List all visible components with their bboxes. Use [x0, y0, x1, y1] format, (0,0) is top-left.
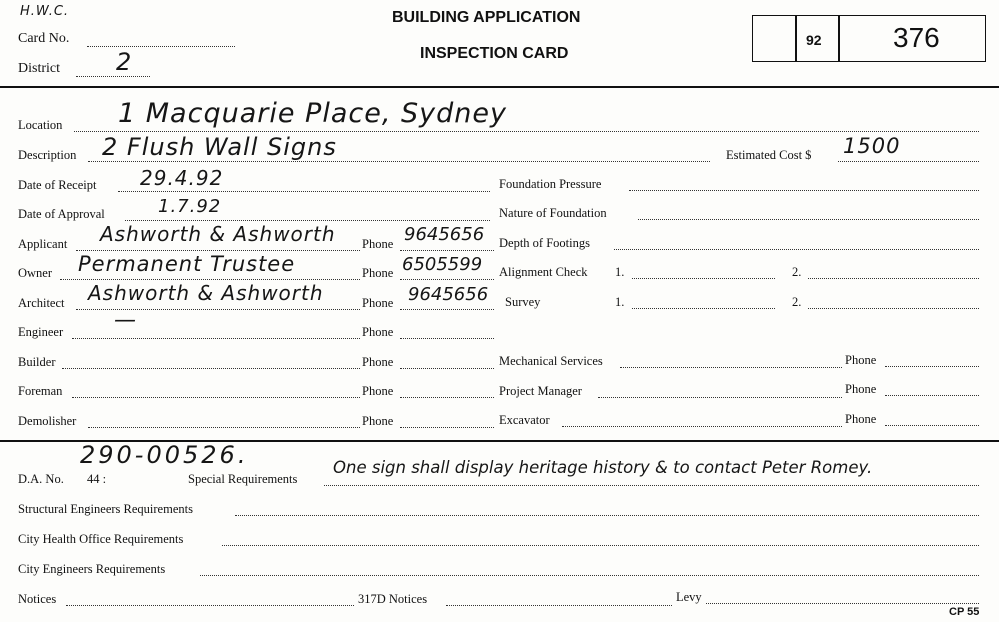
engineer-phone-label: Phone — [362, 325, 394, 339]
excavator-phone-label: Phone — [845, 412, 877, 426]
depth-footings-field[interactable] — [614, 249, 979, 250]
location-value: 1 Macquarie Place, Sydney — [118, 98, 507, 129]
da-handwritten: 290-00526. — [80, 441, 249, 469]
date-approval-field[interactable] — [125, 220, 490, 221]
description-field[interactable] — [88, 161, 710, 162]
demolisher-phone-field[interactable] — [400, 427, 494, 428]
engineer-value: — — [114, 308, 137, 333]
ref-prefix: 92 — [806, 32, 822, 48]
builder-phone-field[interactable] — [400, 368, 494, 369]
nature-foundation-label: Nature of Foundation — [499, 206, 607, 220]
notices-317d-label: 317D Notices — [358, 592, 428, 606]
architect-phone-label: Phone — [362, 296, 394, 310]
district-value: 2 — [116, 48, 133, 76]
initials-handwritten: H.W.C. — [20, 4, 70, 19]
excavator-field[interactable] — [562, 426, 842, 427]
description-label: Description — [18, 148, 77, 162]
builder-field[interactable] — [62, 368, 360, 369]
date-approval-value: 1.7.92 — [158, 196, 222, 217]
survey-label: Survey — [505, 295, 541, 309]
owner-phone-field[interactable] — [400, 279, 494, 280]
mechanical-phone-field[interactable] — [885, 366, 979, 367]
location-field[interactable] — [74, 131, 979, 132]
project-manager-phone-label: Phone — [845, 382, 877, 396]
card-no-label: Card No. — [18, 31, 70, 46]
foreman-phone-label: Phone — [362, 384, 394, 398]
notices-label: Notices — [18, 592, 57, 606]
alignment-num-1: 1. — [615, 265, 625, 279]
demolisher-phone-label: Phone — [362, 414, 394, 428]
location-label: Location — [18, 118, 63, 132]
ref-divider-1 — [795, 15, 797, 62]
district-field[interactable] — [76, 76, 150, 77]
engineer-label: Engineer — [18, 325, 64, 339]
form-code: CP 55 — [949, 606, 980, 618]
engineer-phone-field[interactable] — [400, 338, 494, 339]
alignment-check-label: Alignment Check — [499, 265, 588, 279]
title-line-1: BUILDING APPLICATION — [392, 9, 581, 26]
health-field[interactable] — [222, 545, 979, 546]
foreman-phone-field[interactable] — [400, 397, 494, 398]
project-manager-phone-field[interactable] — [885, 395, 979, 396]
date-receipt-field[interactable] — [118, 191, 490, 192]
applicant-label: Applicant — [18, 237, 68, 251]
excavator-phone-field[interactable] — [885, 425, 979, 426]
architect-label: Architect — [18, 296, 65, 310]
city-engineers-label: City Engineers Requirements — [18, 562, 166, 576]
estimated-cost-label: Estimated Cost $ — [726, 148, 812, 162]
builder-label: Builder — [18, 355, 56, 369]
owner-field[interactable] — [60, 279, 360, 280]
description-value: 2 Flush Wall Signs — [102, 133, 337, 161]
owner-phone-label: Phone — [362, 266, 394, 280]
applicant-field[interactable] — [76, 250, 360, 251]
special-value: One sign shall display heritage history & to contact Peter Romey. — [333, 458, 873, 477]
alignment-field-2[interactable] — [808, 278, 979, 279]
estimated-cost-field[interactable] — [838, 161, 979, 162]
mechanical-label: Mechanical Services — [499, 354, 603, 368]
estimated-cost-value: 1500 — [843, 134, 901, 158]
project-manager-field[interactable] — [598, 397, 842, 398]
applicant-phone-label: Phone — [362, 237, 394, 251]
survey-num-2: 2. — [792, 295, 802, 309]
survey-num-1: 1. — [615, 295, 625, 309]
levy-field[interactable] — [706, 603, 979, 604]
da-no-value: 44 : — [87, 472, 107, 486]
title-line-2: INSPECTION CARD — [420, 45, 569, 62]
architect-value: Ashworth & Ashworth — [88, 281, 324, 305]
health-label: City Health Office Requirements — [18, 532, 184, 546]
mechanical-phone-label: Phone — [845, 353, 877, 367]
survey-field-1[interactable] — [632, 308, 775, 309]
demolisher-field[interactable] — [88, 427, 360, 428]
levy-label: Levy — [676, 590, 702, 604]
survey-field-2[interactable] — [808, 308, 979, 309]
foreman-label: Foreman — [18, 384, 63, 398]
notices-field[interactable] — [66, 605, 354, 606]
structural-field[interactable] — [235, 515, 979, 516]
engineer-field[interactable] — [72, 338, 360, 339]
applicant-value: Ashworth & Ashworth — [100, 222, 336, 246]
applicant-phone-field[interactable] — [400, 250, 494, 251]
owner-value: Permanent Trustee — [78, 252, 296, 276]
foreman-field[interactable] — [72, 397, 360, 398]
foundation-pressure-field[interactable] — [629, 190, 979, 191]
project-manager-label: Project Manager — [499, 384, 582, 398]
nature-foundation-field[interactable] — [638, 219, 979, 220]
foundation-pressure-label: Foundation Pressure — [499, 177, 602, 191]
special-label: Special Requirements — [188, 472, 298, 486]
structural-label: Structural Engineers Requirements — [18, 502, 193, 516]
reference-box — [752, 15, 986, 62]
alignment-num-2: 2. — [792, 265, 802, 279]
builder-phone-label: Phone — [362, 355, 394, 369]
date-receipt-value: 29.4.92 — [140, 166, 224, 190]
owner-phone-value: 6505599 — [402, 254, 483, 275]
ref-divider-2 — [838, 15, 840, 62]
ref-number: 376 — [893, 22, 940, 53]
excavator-label: Excavator — [499, 413, 550, 427]
header-rule — [0, 86, 999, 88]
owner-label: Owner — [18, 266, 53, 280]
architect-phone-value: 9645656 — [408, 284, 489, 305]
applicant-phone-value: 9645656 — [404, 224, 485, 245]
alignment-field-1[interactable] — [632, 278, 775, 279]
architect-phone-field[interactable] — [400, 309, 494, 310]
district-label: District — [18, 61, 60, 76]
depth-footings-label: Depth of Footings — [499, 236, 590, 250]
date-receipt-label: Date of Receipt — [18, 178, 97, 192]
special-field[interactable] — [324, 485, 979, 486]
mechanical-field[interactable] — [620, 367, 842, 368]
notices-317d-field[interactable] — [446, 605, 672, 606]
card-no-field[interactable] — [87, 46, 235, 47]
date-approval-label: Date of Approval — [18, 207, 105, 221]
city-engineers-field[interactable] — [200, 575, 979, 576]
demolisher-label: Demolisher — [18, 414, 77, 428]
da-no-label: D.A. No. — [18, 472, 64, 486]
